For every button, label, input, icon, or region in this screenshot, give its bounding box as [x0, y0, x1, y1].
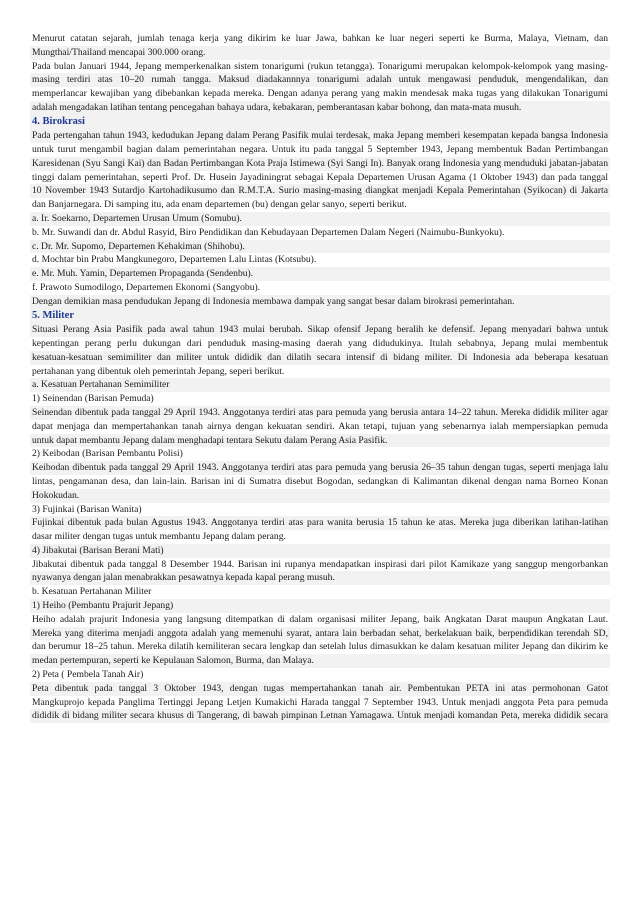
text-line: 10 November 1943 Sutardjo Kartohadikusumo dan R.M.T.A. Surio masing-masing diangkat menjadi Kepala Pemerintahan (Syikocan) di Jakarta	[32, 185, 608, 197]
text-line: Keibodan dibentuk pada tanggal 29 April 1943. Anggotanya terdiri atas para pemuda yang berusia 26–35 tahun dengan tugas, seperti menjaga lalu	[32, 462, 608, 474]
text-line: 4) Jibakutai (Barisan Berani Mati)	[30, 544, 610, 558]
text-line: b. Mr. Suwandi dan dr. Abdul Rasyid, Biro Pendidikan dan Kebudayaan Departemen Dalam Negeri (Naimubu-Bunkyoku).	[30, 226, 610, 240]
text-line: Heiho adalah prajurit Indonesia yang langsung ditempatkan di dalam organisasi militer Jepang, baik Angkatan Darat maupun Angkatan Laut.	[32, 613, 608, 625]
section-heading: 4. Birokrasi	[30, 115, 610, 130]
document-page	[30, 32, 610, 723]
text-line: medan pertempuran, seperti ke Kepulauan Salomon, Burma, dan Malaya.	[30, 654, 610, 668]
text-line: 3) Fujinkai (Barisan Wanita)	[30, 503, 610, 517]
text-line: lintas, pengamanan desa, dan lain-lain. Barisan ini di Sumatra disebut Bogodan, sedangkan di Kalimantan dikenal dengan nama Borneo Konan	[32, 475, 608, 487]
text-line: 1) Heiho (Pembantu Prajurit Jepang)	[30, 599, 610, 613]
text-line: e. Mr. Muh. Yamin, Departemen Propaganda (Sendenbu).	[30, 267, 610, 281]
text-line: a. Ir. Soekarno, Departemen Urusan Umum (Somubu).	[30, 212, 610, 226]
text-line: Pada pertengahan tahun 1943, kedudukan Jepang dalam Perang Pasifik mulai terdesak, maka Jepang memberi kesempatan kepada bangsa Indonesia	[32, 130, 608, 142]
text-line: dapat menjaga dan mempertahankan tanah airnya dengan kekuatan sendiri. Akan tetapi, tujuan yang sebenarnya ialah mempersiapkan pemuda	[32, 420, 608, 432]
text-line: 2) Keibodan (Barisan Pembantu Polisi)	[30, 447, 610, 461]
text-line: untuk dapat membantu Jepang dalam menghadapi tentara Sekutu dalam Perang Asia Pasifik.	[30, 434, 610, 448]
text-line: b. Kesatuan Pertahanan Militer	[30, 585, 610, 599]
text-line: Peta dibentuk pada tanggal 3 Oktober 1943, dengan tugas mempertahankan tanah air. Pembentukan PETA ini atas permohonan Gatot	[32, 682, 608, 694]
text-line: dan berumur 18–25 tahun. Mereka dilatih kemiliteran secara lengkap dan setelah lulus dimasukkan ke dalam kesatuan militer Jepang dan dikirim ke	[32, 641, 608, 653]
text-line: f. Prawoto Sumodilogo, Departemen Ekonomi (Sangyobu).	[30, 281, 610, 295]
text-line: Karesidenan (Syu Sangi Kai) dan Badan Pertimbangan Kota Praja Istimewa (Syi Sangi In). Banyak orang Indonesia yang menduduki jabatan-jabatan	[32, 157, 608, 169]
text-line: nyawanya dengan jalan menabrakkan pesawatnya kepada kapal perang musuh.	[30, 571, 610, 585]
text-line: Mereka yang diterima menjadi anggota adalah yang memenuhi syarat, antara lain berbadan sehat, berkelakuan baik, berpendidikan terendah SD,	[32, 627, 608, 639]
text-line: pertahanan yang dibentuk oleh pemerintah Jepang, seperi berikut.	[30, 365, 610, 379]
text-line: Mungthai/Thailand mencapai 300.000 orang.	[30, 46, 610, 60]
text-line: 2) Peta ( Pembela Tanah Air)	[30, 668, 610, 682]
text-line: a. Kesatuan Pertahanan Semimiliter	[30, 378, 610, 392]
text-line: dasar militer dengan tugas untuk membantu Jepang dalam perang.	[30, 530, 610, 544]
text-line: Pada bulan Januari 1944, Jepang memperkenalkan sistem tonarigumi (rukun tetangga). Tonarigumi merupakan kelompok-kelompok yang masing-	[32, 60, 608, 72]
text-line: kesatuan-kesatuan semimiliter dan militer untuk dididik dan dilatih secara intensif di bidang militer. Di Indonesia ada beberapa kesatuan	[32, 351, 608, 363]
text-line: adalah mengadakan latihan tentang pencegahan bahaya udara, kebakaran, pemberantasan kabar bohong, dan mata-mata musuh.	[30, 101, 610, 115]
text-line: masing terdiri atas 10–20 rumah tangga. Maksud diadakannnya tonarigumi adalah untuk mengawasi penduduk, mengendalikan, dan	[32, 74, 608, 86]
text-line: Situasi Perang Asia Pasifik pada awal tahun 1943 mulai berubah. Sikap ofensif Jepang beralih ke defensif. Jepang menyadari bahwa untuk	[32, 324, 608, 336]
text-line: untuk turut mengambil bagian dalam pemerintahan negara. Untuk itu pada tanggal 5 September 1943, Jepang membentuk Badan Pertimbangan	[32, 144, 608, 156]
text-line: memperlancar kewajiban yang dibebankan kepada mereka. Dengan adanya perang yang makin mendesak maka tugas yang dilakukan Tonarigumi	[32, 88, 608, 100]
text-line: Menurut catatan sejarah, jumlah tenaga kerja yang dikirim ke luar Jawa, bahkan ke luar negeri seperti ke Burma, Malaya, Vietnam, dan	[32, 33, 608, 44]
text-line: tinggi dalam pemerintahan, seperti Prof. Dr. Husein Jayadiningrat sebagai Kepala Departemen Urusan Agama (1 Oktober 1943) dan pada tanggal	[32, 171, 608, 183]
text-line: Jibakutai dibentuk pada tanggal 8 Desember 1944. Barisan ini rupanya mendapatkan inspirasi dari pilot Kamikaze yang sanggup mengorbankan	[32, 558, 608, 570]
text-line: dididik di bidang militer secara khusus di Tangerang, di bawah pimpinan Letnan Yamagawa. Untuk menjadi komandan Peta, mereka dididik secara	[32, 710, 608, 722]
text-line: Mangkuprojo kepada Panglima Tertinggi Jepang Letjen Kumakichi Harada tanggal 7 September 1943. Untuk menjadi anggota Peta para pemuda	[32, 696, 608, 708]
text-line: dan Banjarnegara. Di samping itu, ada enam departemen (bu) dengan gelar sanyo, seperti berikut.	[30, 198, 610, 212]
text-line: kepentingan perang perlu dukungan dari penduduk masing-masing daerah yang didudukinya. Itulah sebabnya, Jepang mulai membentuk	[32, 337, 608, 349]
section-heading: 5. Militer	[30, 309, 610, 324]
text-line: Dengan demikian masa pendudukan Jepang di Indonesia membawa dampak yang sangat besar dalam birokrasi pemerintahan.	[30, 295, 610, 309]
text-line: Fujinkai dibentuk pada bulan Agustus 1943. Anggotanya terdiri atas para wanita berusia 15 tahun ke atas. Mereka juga diberikan latihan-latihan	[32, 517, 608, 529]
text-line: 1) Seinendan (Barisan Pemuda)	[30, 392, 610, 406]
text-line: Hokokudan.	[30, 489, 610, 503]
text-line: Seinendan dibentuk pada tanggal 29 April 1943. Anggotanya terdiri atas para pemuda yang berusia antara 14–22 tahun. Mereka dididik militer agar	[32, 406, 608, 418]
text-line: d. Mochtar bin Prabu Mangkunegoro, Departemen Lalu Lintas (Kotsubu).	[30, 253, 610, 267]
text-line: c. Dr. Mr. Supomo, Departemen Kehakiman (Shihobu).	[30, 240, 610, 254]
